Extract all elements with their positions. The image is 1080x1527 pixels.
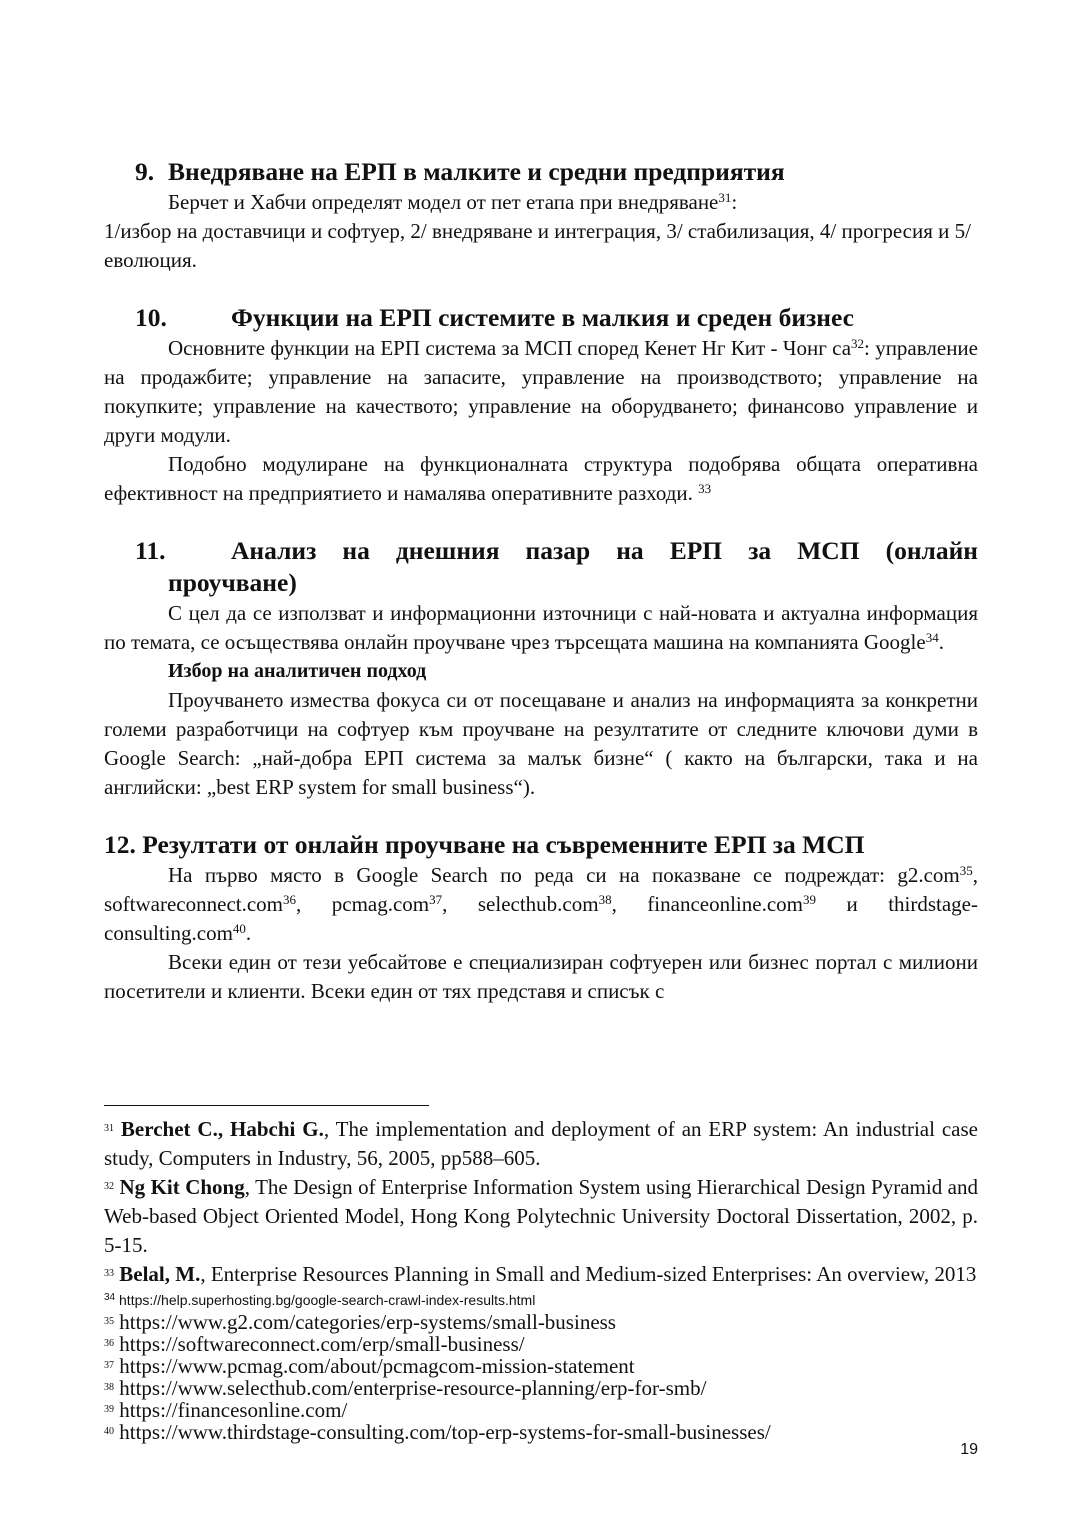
footnote-39 xyxy=(104,1399,978,1421)
footnote-38-number: 38 xyxy=(104,1382,114,1393)
footnote-31-author: Berchet C., Habchi G. xyxy=(120,1117,324,1141)
section-11-title-line1: Анализ на днешния пазар на ЕРП за МСП (онлайн xyxy=(231,536,978,565)
section-12-t36: , softwareconnect.com xyxy=(104,863,978,916)
section-11-p1-a: С цел да се използват и информационни източници с най-новата и актуална информация по темата, се осъществява онлайн проучване чрез търсещата машина на компанията Google xyxy=(104,601,978,654)
footnote-32 xyxy=(104,1173,978,1260)
section-12-p1-end: . xyxy=(245,921,252,945)
footnote-ref-36[interactable]: 36 xyxy=(283,892,297,907)
section-10-p2-a: Подобно модулиране на функционалната структура подобрява общата оперативна ефективност на предприятието и намалява оперативните разходи. xyxy=(104,452,978,505)
section-11-subheading: Избор на аналитичен подход xyxy=(168,660,427,682)
footnote-40-number: 40 xyxy=(104,1426,114,1437)
page-number: 19 xyxy=(960,1441,978,1458)
footnote-32-text: , The Design of Enterprise Information System using Hierarchical Design Pyramid and Web-based Object Oriented Model, Hong Kong Polytechnic University Doctoral Dissertation, 2002, p. 5-15. xyxy=(104,1175,978,1257)
section-10-p1-b: : управление на продажбите; управление на запасите, управление на производството; управление на покупките; управление на качеството; управление на оборудването; финансово управление и други модули. xyxy=(104,336,978,447)
section-11-number: 11. xyxy=(135,536,166,565)
footnote-ref-38[interactable]: 38 xyxy=(598,892,612,907)
section-9-p1-text: Берчет и Хабчи определят модел от пет етапа при внедряване xyxy=(168,190,719,214)
section-12-heading: 12. Резултати от онлайн проучване на съвременните ЕРП за МСП xyxy=(104,830,865,859)
section-9-paragraph-2: 1/избор на доставчици и софтуер, 2/ внедряване и интеграция, 3/ стабилизация, 4/ прогресия и 5/ еволюция. xyxy=(104,219,971,272)
section-9-paragraph-1 xyxy=(104,188,978,217)
footnote-38-link[interactable]: https://www.selecthub.com/enterprise-resource-planning/erp-for-smb/ xyxy=(114,1376,707,1400)
footnote-36 xyxy=(104,1333,978,1355)
footnote-35-link[interactable]: https://www.g2.com/categories/erp-systems/small-business xyxy=(114,1310,616,1334)
footnote-31 xyxy=(104,1115,978,1173)
footnote-ref-32[interactable]: 32 xyxy=(851,336,865,351)
section-11-heading-line2: проучване) xyxy=(168,568,297,597)
section-10-paragraph-2 xyxy=(104,450,978,508)
footnote-31-text: , The implementation and deployment of an ERP system: An industrial case study, Computers in Industry, 56, 2005, pp588–605. xyxy=(104,1117,978,1170)
section-10-heading xyxy=(104,302,978,334)
footnote-39-link[interactable]: https://financesonline.com/ xyxy=(114,1398,348,1422)
footnote-37-number: 37 xyxy=(104,1360,114,1371)
section-10-number: 10. xyxy=(135,303,167,332)
section-11-paragraph-1 xyxy=(104,599,978,657)
section-12-paragraph-2: Всеки един от тези уебсайтове е специализиран софтуерен или бизнес портал с милиони посетители и клиенти. Всеки един от тях представя и списък с xyxy=(104,950,978,1003)
section-12-t37: , pcmag.com xyxy=(296,892,430,916)
section-11-p1-b: . xyxy=(938,630,944,654)
section-12-p1-a: На първо място в Google Search по реда си на показване се подреждат: g2.com xyxy=(168,863,960,887)
footnote-36-link[interactable]: https://softwareconnect.com/erp/small-business/ xyxy=(114,1332,525,1356)
footnote-39-number: 39 xyxy=(104,1404,114,1415)
section-12-t38: , selecthub.com xyxy=(442,892,599,916)
footnote-40-link[interactable]: https://www.thirdstage-consulting.com/top-erp-systems-for-small-businesses/ xyxy=(114,1420,771,1444)
footnote-35-number: 35 xyxy=(104,1316,114,1327)
footnotes xyxy=(104,1115,978,1443)
footnote-35 xyxy=(104,1311,978,1333)
section-11-heading xyxy=(104,535,978,567)
footnote-37 xyxy=(104,1355,978,1377)
section-9-title: Внедряване на ЕРП в малките и средни предприятия xyxy=(168,157,785,186)
footnote-ref-34[interactable]: 34 xyxy=(925,630,939,645)
section-10-paragraph-1 xyxy=(104,334,978,450)
footnote-33-author: Belal, M. xyxy=(119,1262,201,1286)
footnote-34-link[interactable]: https://help.superhosting.bg/google-search-crawl-index-results.html xyxy=(115,1292,536,1308)
footnote-ref-33[interactable]: 33 xyxy=(698,481,712,496)
footnote-ref-39[interactable]: 39 xyxy=(803,892,816,907)
footnote-33-number: 33 xyxy=(104,1268,114,1279)
footnote-separator xyxy=(104,1105,429,1106)
section-9-heading xyxy=(104,156,978,188)
footnote-33-text: , Enterprise Resources Planning in Small and Medium-sized Enterprises: An overview, 2013 xyxy=(200,1262,977,1286)
section-11-paragraph-2: Проучването измества фокуса си от посещаване и анализ на информацията за конкретни големи разработчици на софтуер към проучване на резултатите от следните ключови думи в Google Search: „най-добра ЕРП система за малък бизне“ ( както на български, така и на английски: „best ERP system for small business“). xyxy=(104,688,978,799)
page-body xyxy=(104,148,978,1006)
footnote-ref-31[interactable]: 31 xyxy=(718,190,732,205)
footnote-38 xyxy=(104,1377,978,1399)
footnote-ref-37[interactable]: 37 xyxy=(429,892,443,907)
section-10-p1-a: Основните функции на ЕРП система за МСП според Кенет Нг Кит - Чонг са xyxy=(168,336,852,360)
footnote-34-number: 34 xyxy=(104,1292,116,1303)
footnote-33 xyxy=(104,1260,978,1289)
section-10-title: Функции на ЕРП системите в малкия и среден бизнес xyxy=(231,303,854,332)
footnote-ref-40[interactable]: 40 xyxy=(232,921,246,936)
section-9-number: 9. xyxy=(135,157,155,186)
footnote-ref-35[interactable]: 35 xyxy=(959,863,973,878)
section-12-t40: и thirdstage-consulting.com xyxy=(104,892,978,945)
footnote-36-number: 36 xyxy=(104,1338,114,1349)
section-12-t39: , financeonline.com xyxy=(611,892,803,916)
footnote-37-link[interactable]: https://www.pcmag.com/about/pcmagcom-mission-statement xyxy=(114,1354,635,1378)
section-12-paragraph-1 xyxy=(104,861,978,948)
footnote-31-number: 31 xyxy=(104,1123,114,1134)
footnote-34 xyxy=(104,1289,978,1311)
section-9-p1-end: : xyxy=(731,190,738,214)
footnote-32-author: Ng Kit Chong xyxy=(119,1175,245,1199)
footnote-40 xyxy=(104,1421,978,1443)
footnote-32-number: 32 xyxy=(104,1181,114,1192)
